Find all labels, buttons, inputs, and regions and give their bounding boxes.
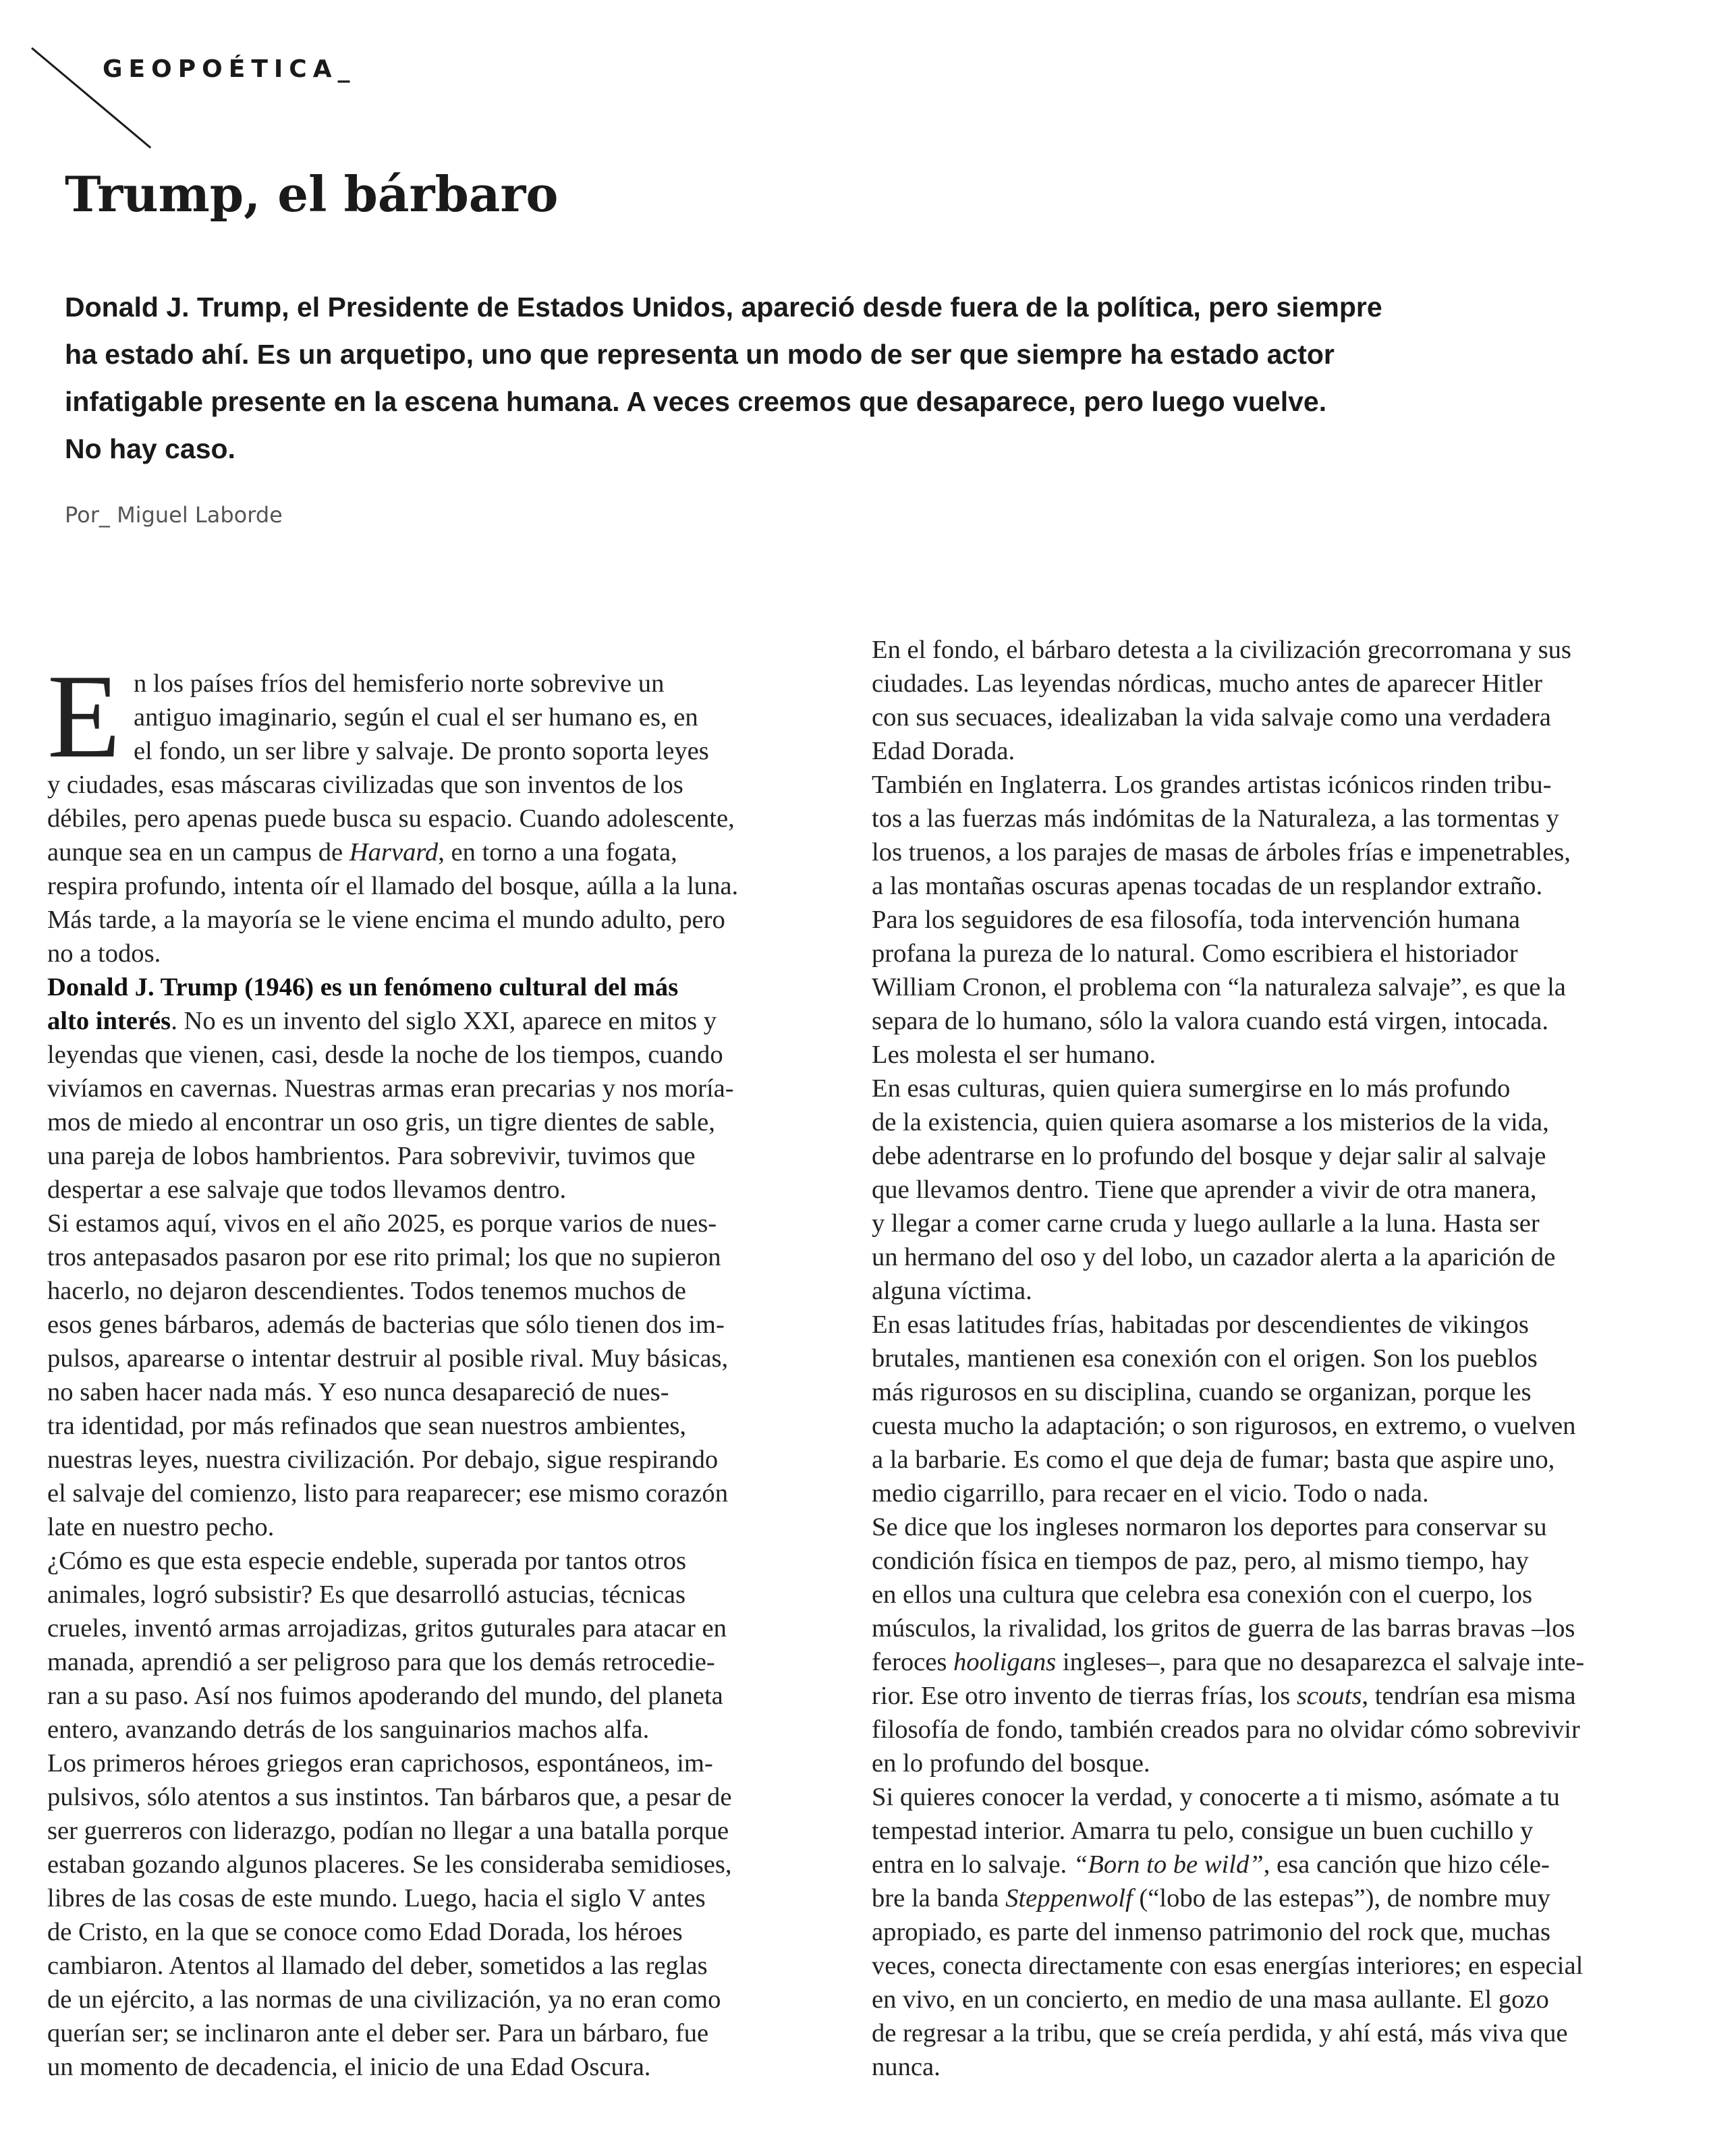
text-line: entero, avanzando detrás de los sanguinarios machos alfa. [47, 1715, 650, 1744]
article-title: Trump, el bárbaro [65, 165, 559, 223]
text-line: un hermano del oso y del lobo, un cazador alerta a la aparición de [872, 1243, 1556, 1271]
text-line: ser guerreros con liderazgo, podían no llegar a una batalla porque [47, 1817, 729, 1845]
text-line: tos a las fuerzas más indómitas de la Naturaleza, a las tormentas y [872, 804, 1559, 833]
text-line: en vivo, en un concierto, en medio de una masa aullante. El gozo [872, 1985, 1549, 2014]
lede-line: No hay caso. [65, 433, 235, 464]
text-line [872, 1679, 1630, 1713]
text-line: En esas culturas, quien quiera sumergirse en lo más profundo [872, 1074, 1511, 1103]
text-line [872, 1848, 1630, 1881]
text-line: los truenos, a los parajes de masas de árboles frías e impenetrables, [872, 838, 1571, 866]
text-line: separa de lo humano, sólo la valora cuando está virgen, intocada. [872, 1007, 1549, 1035]
italic-text: Steppenwolf [1005, 1884, 1133, 1912]
bold-text: alto interés [47, 1007, 171, 1035]
text-line: mos de miedo al encontrar un oso gris, un tigre dientes de sable, [47, 1108, 715, 1136]
text-line: músculos, la rivalidad, los gritos de guerra de las barras bravas –los [872, 1614, 1575, 1643]
text-line: animales, logró subsistir? Es que desarrolló astucias, técnicas [47, 1580, 685, 1609]
text-line: veces, conecta directamente con esas energías interiores; en especial [872, 1952, 1584, 1980]
article-column-left [47, 649, 806, 2084]
text-line: Se dice que los ingleses normaron los deportes para conservar su [872, 1513, 1547, 1541]
text-line: ciudades. Las leyendas nórdicas, mucho antes de aparecer Hitler [872, 669, 1543, 698]
text-line: libres de las cosas de este mundo. Luego, hacia el siglo V antes [47, 1884, 706, 1912]
text-line: ¿Cómo es que esta especie endeble, superada por tantos otros [47, 1547, 686, 1575]
text-line: nuestras leyes, nuestra civilización. Por debajo, sigue respirando [47, 1445, 719, 1474]
text-run: aunque sea en un campus de [47, 838, 349, 866]
text-line: cambiaron. Atentos al llamado del deber, sometidos a las reglas [47, 1952, 708, 1980]
text-line: leyendas que vienen, casi, desde la noche de los tiempos, cuando [47, 1041, 723, 1069]
italic-text: scouts [1296, 1682, 1362, 1710]
text-run: , esa canción que hizo céle- [1263, 1850, 1550, 1879]
lede-line: ha estado ahí. Es un arquetipo, uno que representa un modo de ser que siempre ha estado actor [65, 339, 1335, 370]
text-line: el salvaje del comienzo, listo para reaparecer; ese mismo corazón [47, 1479, 728, 1508]
text-line: William Cronon, el problema con “la naturaleza salvaje”, es que la [872, 973, 1566, 1001]
text-line: y llegar a comer carne cruda y luego aullarle a la luna. Hasta ser [872, 1209, 1540, 1238]
italic-text: “Born to be wild” [1073, 1850, 1264, 1879]
author-byline: Por_ Miguel Laborde [65, 502, 283, 528]
text-line: En el fondo, el bárbaro detesta a la civilización grecorromana y sus [872, 636, 1571, 664]
text-line: crueles, inventó armas arrojadizas, gritos guturales para atacar en [47, 1614, 727, 1643]
text-line: de un ejército, a las normas de una civilización, ya no eran como [47, 1985, 721, 2014]
text-line [872, 1881, 1630, 1915]
text-line: pulsos, aparearse o intentar destruir al posible rival. Muy básicas, [47, 1344, 729, 1373]
text-line: estaban gozando algunos placeres. Se les consideraba semidioses, [47, 1850, 732, 1879]
text-line: brutales, mantienen esa conexión con el origen. Son los pueblos [872, 1344, 1538, 1373]
text-line: Si quieres conocer la verdad, y conocerte a ti mismo, asómate a tu [872, 1783, 1560, 1811]
text-line: nunca. [872, 2053, 941, 2081]
italic-text: Harvard [349, 838, 439, 866]
text-line: de la existencia, quien quiera asomarse a los misterios de la vida, [872, 1108, 1549, 1136]
text-line: querían ser; se inclinaron ante el deber ser. Para un bárbaro, fue [47, 2019, 709, 2047]
text-line: más rigurosos en su disciplina, cuando se organizan, porque les [872, 1378, 1532, 1406]
text-line: Edad Dorada. [872, 737, 1015, 765]
text-line: con sus secuaces, idealizaban la vida salvaje como una verdadera [872, 703, 1551, 732]
article-lede [65, 283, 1382, 472]
text-line: alguna víctima. [872, 1277, 1032, 1305]
text-line: late en nuestro pecho. [47, 1513, 275, 1541]
text-line [47, 970, 806, 1004]
text-line: antiguo imaginario, según el cual el ser humano es, en [134, 703, 698, 732]
text-line: un momento de decadencia, el inicio de una Edad Oscura. [47, 2053, 651, 2081]
text-run: , en torno a una fogata, [438, 838, 677, 866]
drop-cap: E [47, 649, 121, 783]
text-line [47, 835, 806, 869]
text-line: También en Inglaterra. Los grandes artistas icónicos rinden tribu- [872, 771, 1552, 799]
text-run: . No es un invento del siglo XXI, aparece en mitos y [171, 1007, 717, 1035]
text-line: vivíamos en cavernas. Nuestras armas eran precarias y nos moría- [47, 1074, 734, 1103]
bold-text: Donald J. Trump (1946) es un fenómeno cultural del más [47, 973, 679, 1001]
text-line: en lo profundo del bosque. [872, 1749, 1150, 1778]
text-line: condición física en tiempos de paz, pero, al mismo tiempo, hay [872, 1547, 1529, 1575]
text-line: apropiado, es parte del inmenso patrimonio del rock que, muchas [872, 1918, 1550, 1946]
text-run: entra en lo salvaje. [872, 1850, 1073, 1879]
text-line: esos genes bárbaros, además de bacterias que sólo tienen dos im- [47, 1311, 725, 1339]
text-run: rior. Ese otro invento de tierras frías, los [872, 1682, 1297, 1710]
text-line: respira profundo, intenta oír el llamado del bosque, aúlla a la luna. [47, 872, 739, 900]
text-line: despertar a ese salvaje que todos llevamos dentro. [47, 1176, 567, 1204]
text-line: Si estamos aquí, vivos en el año 2025, es porque varios de nues- [47, 1209, 717, 1238]
text-line: profana la pureza de lo natural. Como escribiera el historiador [872, 939, 1518, 968]
text-line: medio cigarrillo, para recaer en el vicio. Todo o nada. [872, 1479, 1429, 1508]
text-line: manada, aprendió a ser peligroso para que los demás retrocedie- [47, 1648, 715, 1676]
text-line [872, 1645, 1630, 1679]
lede-line: Donald J. Trump, el Presidente de Estados Unidos, apareció desde fuera de la política, pero siempre [65, 292, 1382, 323]
text-line: no saben hacer nada más. Y eso nunca desapareció de nues- [47, 1378, 669, 1406]
text-run: ingleses–, para que no desaparezca el salvaje inte- [1056, 1648, 1585, 1676]
text-line: Los primeros héroes griegos eran caprichosos, espontáneos, im- [47, 1749, 713, 1778]
text-run: feroces [872, 1648, 954, 1676]
text-line: En esas latitudes frías, habitadas por descendientes de vikingos [872, 1311, 1529, 1339]
text-line: y ciudades, esas máscaras civilizadas que son inventos de los [47, 771, 683, 799]
text-line: Más tarde, a la mayoría se le viene encima el mundo adulto, pero [47, 906, 725, 934]
text-line: de regresar a la tribu, que se creía perdida, y ahí está, más viva que [872, 2019, 1568, 2047]
text-line: Para los seguidores de esa filosofía, toda intervención humana [872, 906, 1520, 934]
text-line: que llevamos dentro. Tiene que aprender a vivir de otra manera, [872, 1176, 1537, 1204]
text-run: , tendrían esa misma [1362, 1682, 1576, 1710]
text-line: filosofía de fondo, también creados para no olvidar cómo sobrevivir [872, 1715, 1580, 1744]
text-line: una pareja de lobos hambrientos. Para sobrevivir, tuvimos que [47, 1142, 696, 1170]
text-line: tros antepasados pasaron por ese rito primal; los que no supieron [47, 1243, 721, 1271]
text-line: cuesta mucho la adaptación; o son rigurosos, en extremo, o vuelven [872, 1412, 1576, 1440]
text-line: Les molesta el ser humano. [872, 1041, 1156, 1069]
lede-line: infatigable presente en la escena humana. A veces creemos que desaparece, pero luego vuelve. [65, 386, 1327, 417]
article-column-right [872, 633, 1630, 2084]
text-line: tempestad interior. Amarra tu pelo, consigue un buen cuchillo y [872, 1817, 1534, 1845]
text-line: de Cristo, en la que se conoce como Edad Dorada, los héroes [47, 1918, 683, 1946]
text-line: ran a su paso. Así nos fuimos apoderando del mundo, del planeta [47, 1682, 723, 1710]
text-run: bre la banda [872, 1884, 1006, 1912]
text-line: pulsivos, sólo atentos a sus instintos. Tan bárbaros que, a pesar de [47, 1783, 732, 1811]
section-label: GEOPOÉTICA_ [103, 55, 356, 83]
text-line: el fondo, un ser libre y salvaje. De pronto soporta leyes [134, 737, 709, 765]
text-line: n los países fríos del hemisferio norte sobrevive un [134, 669, 665, 698]
text-run: (“lobo de las estepas”), de nombre muy [1132, 1884, 1550, 1912]
text-line: a la barbarie. Es como el que deja de fumar; basta que aspire uno, [872, 1445, 1555, 1474]
text-line: a las montañas oscuras apenas tocadas de un resplandor extraño. [872, 872, 1543, 900]
text-line: debe adentrarse en lo profundo del bosque y dejar salir al salvaje [872, 1142, 1546, 1170]
text-line: tra identidad, por más refinados que sean nuestros ambientes, [47, 1412, 687, 1440]
text-line: en ellos una cultura que celebra esa conexión con el cuerpo, los [872, 1580, 1533, 1609]
italic-text: hooligans [953, 1648, 1057, 1676]
text-line: hacerlo, no dejaron descendientes. Todos tenemos muchos de [47, 1277, 686, 1305]
text-line: no a todos. [47, 939, 161, 968]
text-line [47, 1004, 806, 1038]
text-line: débiles, pero apenas puede busca su espacio. Cuando adolescente, [47, 804, 735, 833]
